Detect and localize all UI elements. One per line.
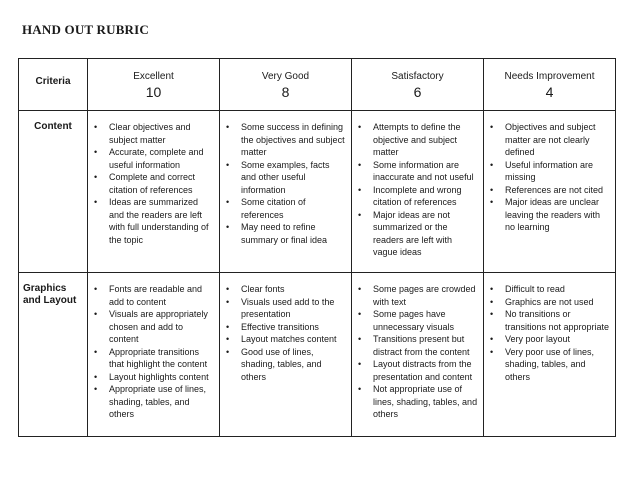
descriptor-text: Some pages have unnecessary visuals [373,309,455,332]
descriptor-item [484,308,611,333]
descriptor-text: May need to refine summary or final idea [241,222,328,245]
descriptor-item [220,196,347,221]
bullet-icon: • [358,309,362,319]
bullet-icon: • [94,284,98,294]
descriptor-text: Attempts to define the objective and subject matter [373,122,461,157]
bullet-icon: • [94,346,98,357]
descriptor-text: References are not cited [505,184,604,195]
bullet-icon: • [226,346,230,357]
bullet-icon: • [226,159,230,170]
descriptor-item [484,196,611,234]
bullet-icon: • [94,309,98,319]
descriptor-list [220,111,351,246]
bullet-icon: • [490,346,494,357]
level-score: 8 [281,84,290,100]
descriptor-item [88,171,215,196]
bullet-icon: • [490,296,494,307]
level-header-very-good [220,59,352,111]
rubric-row-graphics-layout [19,273,616,437]
descriptor-item [484,296,611,309]
bullet-icon: • [490,197,494,207]
descriptor-text: Accurate, complete and useful information [109,147,204,170]
descriptor-item [484,333,611,346]
bullet-icon: • [358,122,362,132]
criterion-label: Content [34,121,72,132]
descriptor-item [88,383,215,421]
level-score: 10 [145,84,162,100]
rubric-table [18,58,616,437]
descriptor-item [352,209,479,259]
descriptor-cell [88,111,220,273]
descriptor-item [352,308,479,333]
level-header-excellent [88,59,220,111]
descriptor-item [352,121,479,159]
descriptor-cell [352,111,484,273]
descriptor-item [484,159,611,184]
bullet-icon: • [358,184,362,195]
descriptor-list [352,111,483,259]
descriptor-text: Some examples, facts and other useful information [241,159,330,195]
descriptor-text: Not appropriate use of lines, shading, tables, and others [373,384,478,419]
descriptor-item [352,283,479,308]
bullet-icon: • [490,184,494,195]
descriptor-item [352,159,479,184]
descriptor-item [352,383,479,421]
descriptor-item [352,333,479,358]
descriptor-item [220,321,347,334]
bullet-icon: • [490,122,494,132]
bullet-icon: • [490,159,494,170]
bullet-icon: • [490,284,494,294]
descriptor-text: Complete and correct citation of references [109,172,196,195]
criterion-cell [19,111,88,273]
descriptor-text: Very poor layout [505,334,571,344]
bullet-icon: • [490,309,494,319]
bullet-icon: • [226,284,230,294]
descriptor-item [88,371,215,384]
descriptor-text: Appropriate transitions that highlight the content [109,346,208,369]
descriptor-text: Incomplete and wrong citation of references [373,184,462,207]
criterion-label: Graphics and Layout [23,283,77,306]
descriptor-item [484,346,611,384]
descriptor-item [220,221,347,246]
descriptor-cell [352,273,484,437]
descriptor-text: Some information are inaccurate and not useful [373,159,474,182]
criteria-header-cell [19,59,88,111]
header-row [19,59,616,111]
level-label: Excellent [133,71,174,82]
bullet-icon: • [226,321,230,332]
descriptor-text: Clear objectives and subject matter [109,122,191,145]
bullet-icon: • [94,197,98,207]
document-title: HAND OUT RUBRIC [22,22,149,37]
descriptor-text: Appropriate use of lines, shading, tables, and others [109,384,207,419]
level-header-satisfactory [352,59,484,111]
bullet-icon: • [358,334,362,344]
descriptor-item [220,159,347,197]
descriptor-item [484,283,611,296]
descriptor-list [352,273,483,421]
descriptor-item [88,283,215,308]
level-label: Very Good [261,71,310,82]
bullet-icon: • [226,122,230,132]
descriptor-text: Layout matches content [241,334,337,344]
descriptor-text: Ideas are summarized and the readers are left with full understanding of the topic [109,197,209,245]
level-label: Satisfactory [391,71,444,82]
descriptor-item [88,196,215,246]
descriptor-cell [220,111,352,273]
descriptor-item [352,184,479,209]
bullet-icon: • [226,334,230,344]
descriptor-item [220,121,347,159]
descriptor-item [88,146,215,171]
descriptor-cell [484,111,616,273]
criterion-cell [19,273,88,437]
descriptor-item [88,121,215,146]
descriptor-text: Fonts are readable and add to content [109,284,203,307]
descriptor-list [88,273,219,421]
descriptor-item [484,184,611,197]
descriptor-item [220,283,347,296]
descriptor-text: Some pages are crowded with text [373,284,476,307]
bullet-icon: • [94,172,98,182]
bullet-icon: • [94,147,98,157]
criteria-header: Criteria [35,76,71,87]
level-score: 6 [413,84,422,100]
bullet-icon: • [358,209,362,220]
descriptor-cell [484,273,616,437]
descriptor-item [220,296,347,321]
bullet-icon: • [226,296,230,307]
level-score: 4 [545,84,554,100]
descriptor-text: Useful information are missing [505,159,594,182]
descriptor-text: Layout highlights content [109,371,209,382]
descriptor-text: Visuals are appropriately chosen and add to content [109,309,208,344]
rubric-row-content [19,111,616,273]
descriptor-text: Very poor use of lines, shading, tables, and others [505,346,595,382]
descriptor-text: Objectives and subject matter are not clearly defined [505,122,596,157]
descriptor-text: Transitions present but distract from the content [373,334,470,357]
descriptor-cell [220,273,352,437]
level-header-needs-improvement [484,59,616,111]
bullet-icon: • [226,222,230,232]
descriptor-list [484,273,615,383]
level-label: Needs Improvement [504,71,595,82]
bullet-icon: • [358,359,362,369]
descriptor-item [88,346,215,371]
descriptor-list [220,273,351,383]
descriptor-text: Graphics are not used [505,296,594,307]
descriptor-item [352,358,479,383]
bullet-icon: • [490,334,494,344]
descriptor-item [484,121,611,159]
descriptor-item [220,333,347,346]
bullet-icon: • [94,122,98,132]
bullet-icon: • [94,384,98,394]
descriptor-text: Major ideas are not summarized or the readers are left with vague ideas [373,209,453,257]
descriptor-text: Clear fonts [241,284,285,294]
descriptor-text: Major ideas are unclear leaving the readers with no learning [505,197,601,232]
descriptor-text: No transitions or transitions not appropriate [505,309,610,332]
bullet-icon: • [358,159,362,170]
bullet-icon: • [94,371,98,382]
descriptor-text: Difficult to read [505,284,565,294]
descriptor-text: Effective transitions [241,321,319,332]
descriptor-cell [88,273,220,437]
descriptor-text: Layout distracts from the presentation and content [373,359,473,382]
bullet-icon: • [226,197,230,207]
descriptor-item [88,308,215,346]
descriptor-item [220,346,347,384]
bullet-icon: • [358,384,362,394]
descriptor-list [484,111,615,234]
bullet-icon: • [358,284,362,294]
descriptor-list [88,111,219,246]
descriptor-text: Good use of lines, shading, tables, and others [241,346,322,382]
descriptor-text: Some success in defining the objectives and subject matter [241,122,345,157]
descriptor-text: Some citation of references [241,197,306,220]
descriptor-text: Visuals used add to the presentation [241,296,335,319]
